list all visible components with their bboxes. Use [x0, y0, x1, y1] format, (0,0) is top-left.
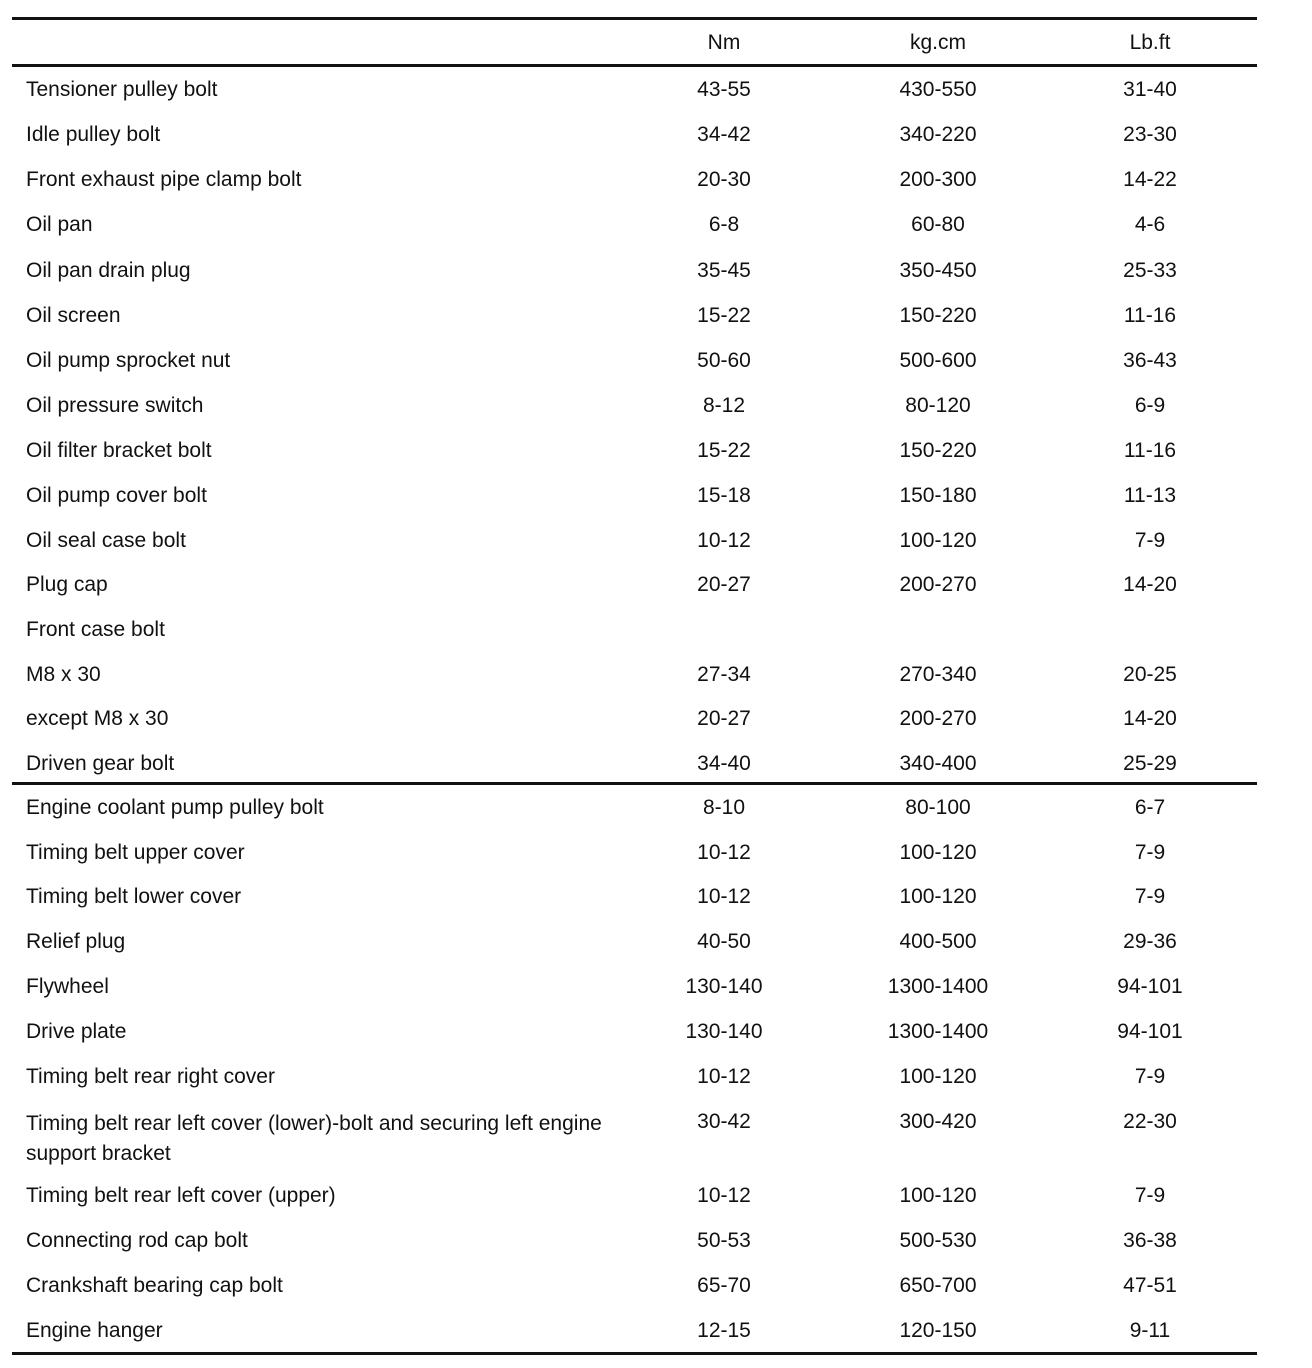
row-nm: 10-12 [697, 1065, 751, 1088]
table-row [0, 974, 1312, 1018]
table-row [0, 393, 1312, 437]
row-part: Front exhaust pipe clamp bolt [26, 168, 302, 191]
table-row [0, 840, 1312, 884]
row-part: Timing belt rear right cover [26, 1065, 275, 1088]
row-lbft: 14-22 [1123, 168, 1177, 191]
row-kgcm: 100-120 [899, 885, 977, 908]
header-lbft: Lb.ft [1129, 31, 1171, 54]
table-row [0, 483, 1312, 527]
row-part: Crankshaft bearing cap bolt [26, 1274, 283, 1297]
row-nm: 10-12 [697, 1184, 751, 1207]
row-nm: 15-22 [697, 439, 751, 462]
table-header-rule [12, 64, 1257, 67]
table-row [0, 1228, 1312, 1272]
table-row [0, 1019, 1312, 1063]
row-part: Idle pulley bolt [26, 123, 161, 146]
row-nm: 20-30 [697, 168, 751, 191]
row-lbft: 25-33 [1123, 259, 1177, 282]
row-part: Oil pressure switch [26, 394, 204, 417]
table-row [0, 77, 1312, 121]
table-row [0, 528, 1312, 572]
row-nm: 34-42 [697, 123, 751, 146]
row-nm: 10-12 [697, 885, 751, 908]
table-header-row [0, 26, 1312, 62]
row-lbft: 23-30 [1123, 123, 1177, 146]
table-row [0, 662, 1312, 706]
row-kgcm: 1300-1400 [887, 975, 989, 998]
row-kgcm: 200-270 [899, 707, 977, 730]
row-part: Engine coolant pump pulley bolt [26, 796, 324, 819]
row-part: Oil pan drain plug [26, 259, 191, 282]
row-nm: 34-40 [697, 752, 751, 775]
row-kgcm: 200-270 [899, 573, 977, 596]
table-row [0, 572, 1312, 616]
row-nm: 6-8 [708, 213, 740, 236]
row-lbft: 7-9 [1134, 885, 1166, 908]
row-lbft: 94-101 [1117, 975, 1183, 998]
row-part: Flywheel [26, 975, 109, 998]
row-nm: 10-12 [697, 529, 751, 552]
row-nm: 12-15 [697, 1319, 751, 1342]
row-part: M8 x 30 [26, 663, 101, 686]
row-lbft: 9-11 [1129, 1319, 1171, 1342]
row-lbft: 36-43 [1123, 349, 1177, 372]
row-nm: 10-12 [697, 841, 751, 864]
header-kgcm: kg.cm [909, 31, 966, 54]
row-kgcm: 500-600 [899, 349, 977, 372]
table-row [0, 258, 1312, 302]
table-row [0, 617, 1312, 661]
row-kgcm: 120-150 [899, 1319, 977, 1342]
table-row [0, 1273, 1312, 1317]
table-row [0, 167, 1312, 211]
header-nm: Nm [707, 31, 741, 54]
row-lbft: 20-25 [1123, 663, 1177, 686]
row-part: Tensioner pulley bolt [26, 78, 218, 101]
row-part: Driven gear bolt [26, 752, 175, 775]
row-nm: 8-12 [702, 394, 746, 417]
row-lbft: 4-6 [1134, 213, 1166, 236]
row-nm: 27-34 [697, 663, 751, 686]
row-nm: 20-27 [697, 707, 751, 730]
row-part: Relief plug [26, 930, 126, 953]
section-divider-rule [12, 782, 1257, 785]
row-nm: 15-18 [697, 484, 751, 507]
row-part: Timing belt lower cover [26, 885, 242, 908]
row-kgcm: 430-550 [899, 78, 977, 101]
table-row [0, 348, 1312, 392]
table-row [0, 884, 1312, 928]
row-part: Timing belt rear left cover (lower)-bolt and securing left engine support bracket [26, 1112, 602, 1165]
row-part: Oil filter bracket bolt [26, 439, 212, 462]
row-kgcm: 100-120 [899, 841, 977, 864]
table-row [0, 122, 1312, 166]
row-lbft: 14-20 [1123, 573, 1177, 596]
row-part: Plug cap [26, 573, 108, 596]
row-kgcm: 80-100 [905, 796, 971, 819]
table-row [0, 438, 1312, 482]
row-part: Front case bolt [26, 618, 165, 641]
row-lbft: 7-9 [1134, 529, 1166, 552]
row-nm: 43-55 [697, 78, 751, 101]
row-nm: 130-140 [685, 975, 763, 998]
row-lbft: 29-36 [1123, 930, 1177, 953]
row-part: Engine hanger [26, 1319, 163, 1342]
table-row [0, 1318, 1312, 1362]
row-lbft: 6-9 [1134, 394, 1166, 417]
row-kgcm: 270-340 [899, 663, 977, 686]
row-kgcm: 80-120 [905, 394, 971, 417]
row-kgcm: 650-700 [899, 1274, 977, 1297]
row-nm: 30-42 [697, 1110, 751, 1133]
table-row [0, 751, 1312, 795]
row-lbft: 47-51 [1123, 1274, 1177, 1297]
row-lbft: 7-9 [1134, 841, 1166, 864]
row-nm: 65-70 [697, 1274, 751, 1297]
row-kgcm: 100-120 [899, 1184, 977, 1207]
row-part: Oil pump sprocket nut [26, 349, 231, 372]
table-row [0, 212, 1312, 256]
row-kgcm: 100-120 [899, 529, 977, 552]
row-lbft: 7-9 [1134, 1184, 1166, 1207]
table-row [0, 1109, 1312, 1183]
table-row [0, 1064, 1312, 1108]
row-nm: 20-27 [697, 573, 751, 596]
row-nm: 50-53 [697, 1229, 751, 1252]
row-nm: 35-45 [697, 259, 751, 282]
row-part: Oil pan [26, 213, 93, 236]
table-row [0, 929, 1312, 973]
row-kgcm: 150-220 [899, 304, 977, 327]
row-part: Oil seal case bolt [26, 529, 186, 552]
row-lbft: 6-7 [1134, 796, 1166, 819]
row-kgcm: 340-400 [899, 752, 977, 775]
row-kgcm: 100-120 [899, 1065, 977, 1088]
row-kgcm: 400-500 [899, 930, 977, 953]
row-lbft: 36-38 [1123, 1229, 1177, 1252]
row-lbft: 22-30 [1123, 1110, 1177, 1133]
row-kgcm: 150-220 [899, 439, 977, 462]
row-lbft: 11-16 [1123, 439, 1177, 462]
row-kgcm: 300-420 [899, 1110, 977, 1133]
row-nm: 50-60 [697, 349, 751, 372]
row-lbft: 11-13 [1123, 484, 1177, 507]
table-row [0, 706, 1312, 750]
row-kgcm: 500-530 [899, 1229, 977, 1252]
row-lbft: 94-101 [1117, 1020, 1183, 1043]
row-part: Connecting rod cap bolt [26, 1229, 248, 1252]
row-lbft: 7-9 [1134, 1065, 1166, 1088]
row-lbft: 31-40 [1123, 78, 1177, 101]
row-part: except M8 x 30 [26, 707, 169, 730]
row-part: Drive plate [26, 1020, 127, 1043]
row-part: Timing belt upper cover [26, 841, 245, 864]
table-row [0, 795, 1312, 839]
row-lbft: 11-16 [1123, 304, 1177, 327]
row-kgcm: 200-300 [899, 168, 977, 191]
table-bottom-rule [12, 1352, 1257, 1355]
row-kgcm: 60-80 [911, 213, 965, 236]
row-lbft: 14-20 [1123, 707, 1177, 730]
row-nm: 8-10 [702, 796, 746, 819]
row-part: Oil pump cover bolt [26, 484, 207, 507]
row-kgcm: 350-450 [899, 259, 977, 282]
row-nm: 130-140 [685, 1020, 763, 1043]
row-kgcm: 150-180 [899, 484, 977, 507]
row-nm: 40-50 [697, 930, 751, 953]
table-row [0, 303, 1312, 347]
row-nm: 15-22 [697, 304, 751, 327]
table-row [0, 1183, 1312, 1227]
table-top-rule [12, 17, 1257, 20]
row-kgcm: 340-220 [899, 123, 977, 146]
row-part: Oil screen [26, 304, 121, 327]
row-part: Timing belt rear left cover (upper) [26, 1184, 336, 1207]
row-lbft: 25-29 [1123, 752, 1177, 775]
row-kgcm: 1300-1400 [887, 1020, 989, 1043]
